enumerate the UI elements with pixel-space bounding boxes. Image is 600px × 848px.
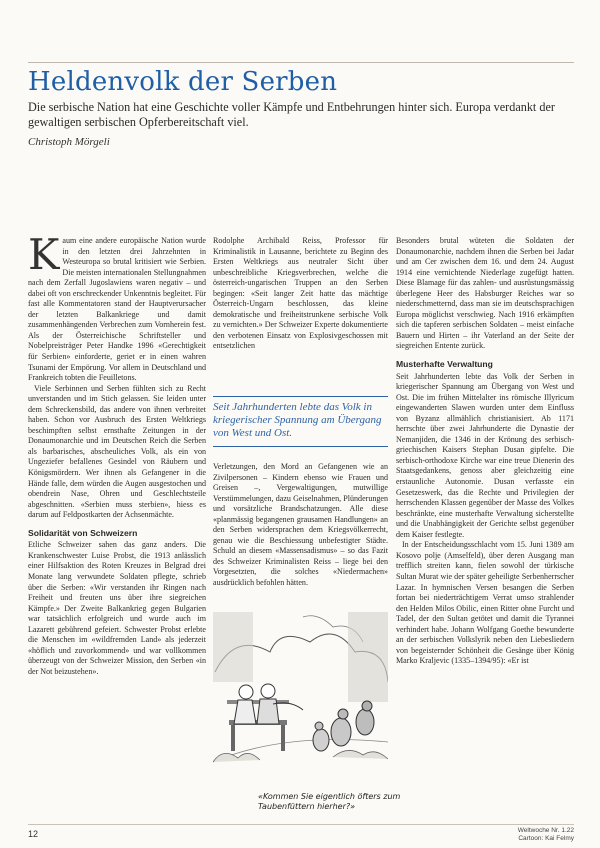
drop-cap: K — [28, 230, 60, 279]
subheading: Solidarität von Schweizern — [28, 527, 138, 538]
article-lead: Die serbische Nation hat eine Geschichte voller Kämpfe und Entbehrungen hinter sich. Europa verdankt der gewaltigen serbischen Opferbereitschaft viel. — [28, 100, 555, 129]
footer-rule — [28, 824, 574, 825]
paragraph: In der Entscheidungsschlacht vom 15. Juni 1389 am Kosovo polje (Amselfeld), über deren Ausgang man trefflich streiten kann, fielen sowohl der türkische Sultan Murat wie der später geheiligte Serbenherrscher Lazar. In hymnischen Versen besangen die Serben fortan bei niederträchtigem Verrat umso strahlender den Helden Milos Obilic, einen Ritter ohne Furcht und Tadel, der den Sultan getötet und damit die Tyrannei verhindert habe. Johann Wolfgang Goethe bewunderte an der serbischen Volkslyrik neben den Liebesliedern von begeisternder Schönheit die Gesänge über König Marko Kraljevic (1335–1394/95): «Er ist — [396, 540, 574, 666]
column-2 — [213, 236, 388, 352]
paragraph: Viele Serbinnen und Serben fühlten sich zu Recht unverstanden und im Stich gelassen. Sie leiden unter dem Schreckensbild, das andere von ihnen verbreitet haben. Schon vor Ausbruch des Ersten Weltkriegs beschimpften selbst ernsthafte Zeitungen in der Donaumonarchie und im Deutschen Reich die Serben als barbarisches, abscheuliches Volk, als ein von Ungeziefer befallenes Gesindel von Räubern und Königsmördern. Wer ihnen als Gefangener in die Hände falle, dem würden die Augen ausgestochen und obendrein Nase, Ohren und Geschlechtsteile abgeschnitten. «Serbien muss sterbien», hiess es darum auf Feldpostkarten der Achsenmächte. — [28, 383, 206, 520]
paragraph: Besonders brutal wüteten die Soldaten der Donaumonarchie, nachdem ihnen die Serben bei Jadar und am Cer zwischen dem 16. und dem 24. August 1914 eine vernichtende Niederlage zugefügt hatten. Diese Blamage für das zahlen- und ausrüstungsmässig überlegene Heer des Habsburger Reiches war so niederschmetternd, dass man sie im deutschsprachigen Europa möglichst verschwieg. Nach 1916 erkämpften sich die tapferen serbischen Soldaten – meist einfache Bauern und Hirten – ihr Vaterland an der Seite der siegreichen Entente zurück. — [396, 236, 574, 351]
top-rule — [28, 62, 574, 63]
cartoon-credit: Cartoon: Kai Felmy — [518, 835, 574, 842]
column-2-continued — [213, 462, 388, 589]
issue-info — [518, 827, 574, 843]
paragraph: Verletzungen, den Mord an Gefangenen wie an Zivilpersonen – Kindern ebenso wie Frauen und Greisen –, Vergewaltigungen, mutwillige Verstümmelungen, dazu Geiselnahmen, Plünderungen und vorsätzliche Brandschatzungen. Alle diese «planmässig begangenen grausamen Handlungen» an den Serben widersprachen dem Kriegsvölkerrecht, genau wie die Beschiessung unbefestigter Städte. Schuld an diesem «Massensadismus» – so das Fazit des Schweizer Kriminalisten Reiss – liege bei den Vorgesetzten, die solches «Niedermachen» ausdrücklich befohlen hätten. — [213, 462, 388, 588]
paragraph: Etliche Schweizer sahen das ganz anders. Die Krankenschwester Luise Probst, die 1913 anlässlich einer Hilfsaktion des Roten Kreuzes in Belgrad drei Monate lang verwundete Soldaten pflegte, schrieb über die Serben: «Wir verstanden ihr Ringen nach Freiheit und freuten uns über ihre siegreichen Kämpfe.» Der Zweite Balkankrieg gegen Bulgarien war tatsächlich erfolgreich und wurde auch im Lazarett gebührend gefeiert. Schwester Probst erlebte die Menschen im «wildfremden Land» als jederzeit «höflich und zuvorkommend» und war vollkommen überzeugt von der Schweizer Mission, den Serben «in der Not beizustehen». — [28, 540, 206, 676]
column-3 — [396, 236, 574, 667]
paragraph-text: aum eine andere europäische Nation wurde in den letzten drei Jahrzehnten in Westeuropa so brutal kritisiert wie Serbien. Die meisten internationalen Stellungnahmen nach dem Zerfall Jugoslawiens waren negativ – und dabei oft von erschreckender Unkenntnis begleitet. Für fast alle Kommentatoren stand der Hauptverursacher der letzten Balkankriege und damit zusammenhängenden Verbrechen zum Vornherein fest. Als der Österreichische Schriftsteller und Nobelpreisträger Peter Handke 1996 «Gerechtigkeit für Serbien» einforderte, geriet er in einen wahren Tsunami der Empörung. Vor allem in Deutschland und Frankreich tobten die Feuilletons. — [28, 236, 206, 383]
paragraph: Seit Jahrhunderten lebte das Volk der Serben in kriegerischer Spannung am Übergang von West und Ost. Die im frühen Mittelalter ins römische Illyricum eingewanderten Slawen wurden unter dem Einfluss von Byzanz allmählich christianisiert. Ab 1171 herrschte über zwei Jahrhunderte die Dynastie der Nemanjiden, die 1346 in der Krönung des serbisch-griechischen Kaisers Stephan Dusan gipfelte. Die serbisch-orthodoxe Kirche war eine treue Dienerin des Staatsgedankens, genoss aber gleichzeitig eine erstaunliche Autonomie. Dusan verfasste ein Gesetzeswerk, das die Rechte und Privilegien der herrschenden Klassen gegenüber der Masse des Volkes beschränkte, eine musterhafte Verwaltung sicherstellte und die Unabhängigkeit der Gerichte selbst gegenüber dem Kaiser festlegte. — [396, 371, 574, 539]
issue-label: Weltwoche Nr. 1.22 — [517, 827, 574, 834]
cartoon-caption: «Kommen Sie eigentlich öfters zum Taubenfüttern hierher?» — [258, 792, 401, 811]
paragraph: Rodolphe Archibald Reiss, Professor für Kriminalistik in Lausanne, berichtete zu Beginn des Ersten Weltkriegs aus neutraler Sicht über unbeschreibliche Kriegsverbrechen, welche die österreich-ungarischen Truppen an den Serben begingen: «Seit langer Zeit hatte das mächtige Österreich-Ungarn beschlossen, das kleine demokratische und freiheitstrunkene serbische Volk zu vernichten.» Der Schweizer Experte dokumentierte den verbotenen Einsatz von Explosivgeschossen mit entsetzlichen — [213, 236, 388, 351]
article-author: Christoph Mörgeli — [28, 136, 110, 148]
pull-quote: Seit Jahrhunderten lebte das Volk in kriegerischer Spannung am Übergang von West und Ost. — [213, 396, 388, 447]
subheading: Musterhafte Verwaltung — [396, 359, 493, 370]
column-1 — [28, 230, 206, 677]
page-number: 12 — [28, 829, 39, 839]
article-title: Heldenvolk der Serben — [28, 67, 338, 97]
paragraph — [28, 230, 206, 384]
